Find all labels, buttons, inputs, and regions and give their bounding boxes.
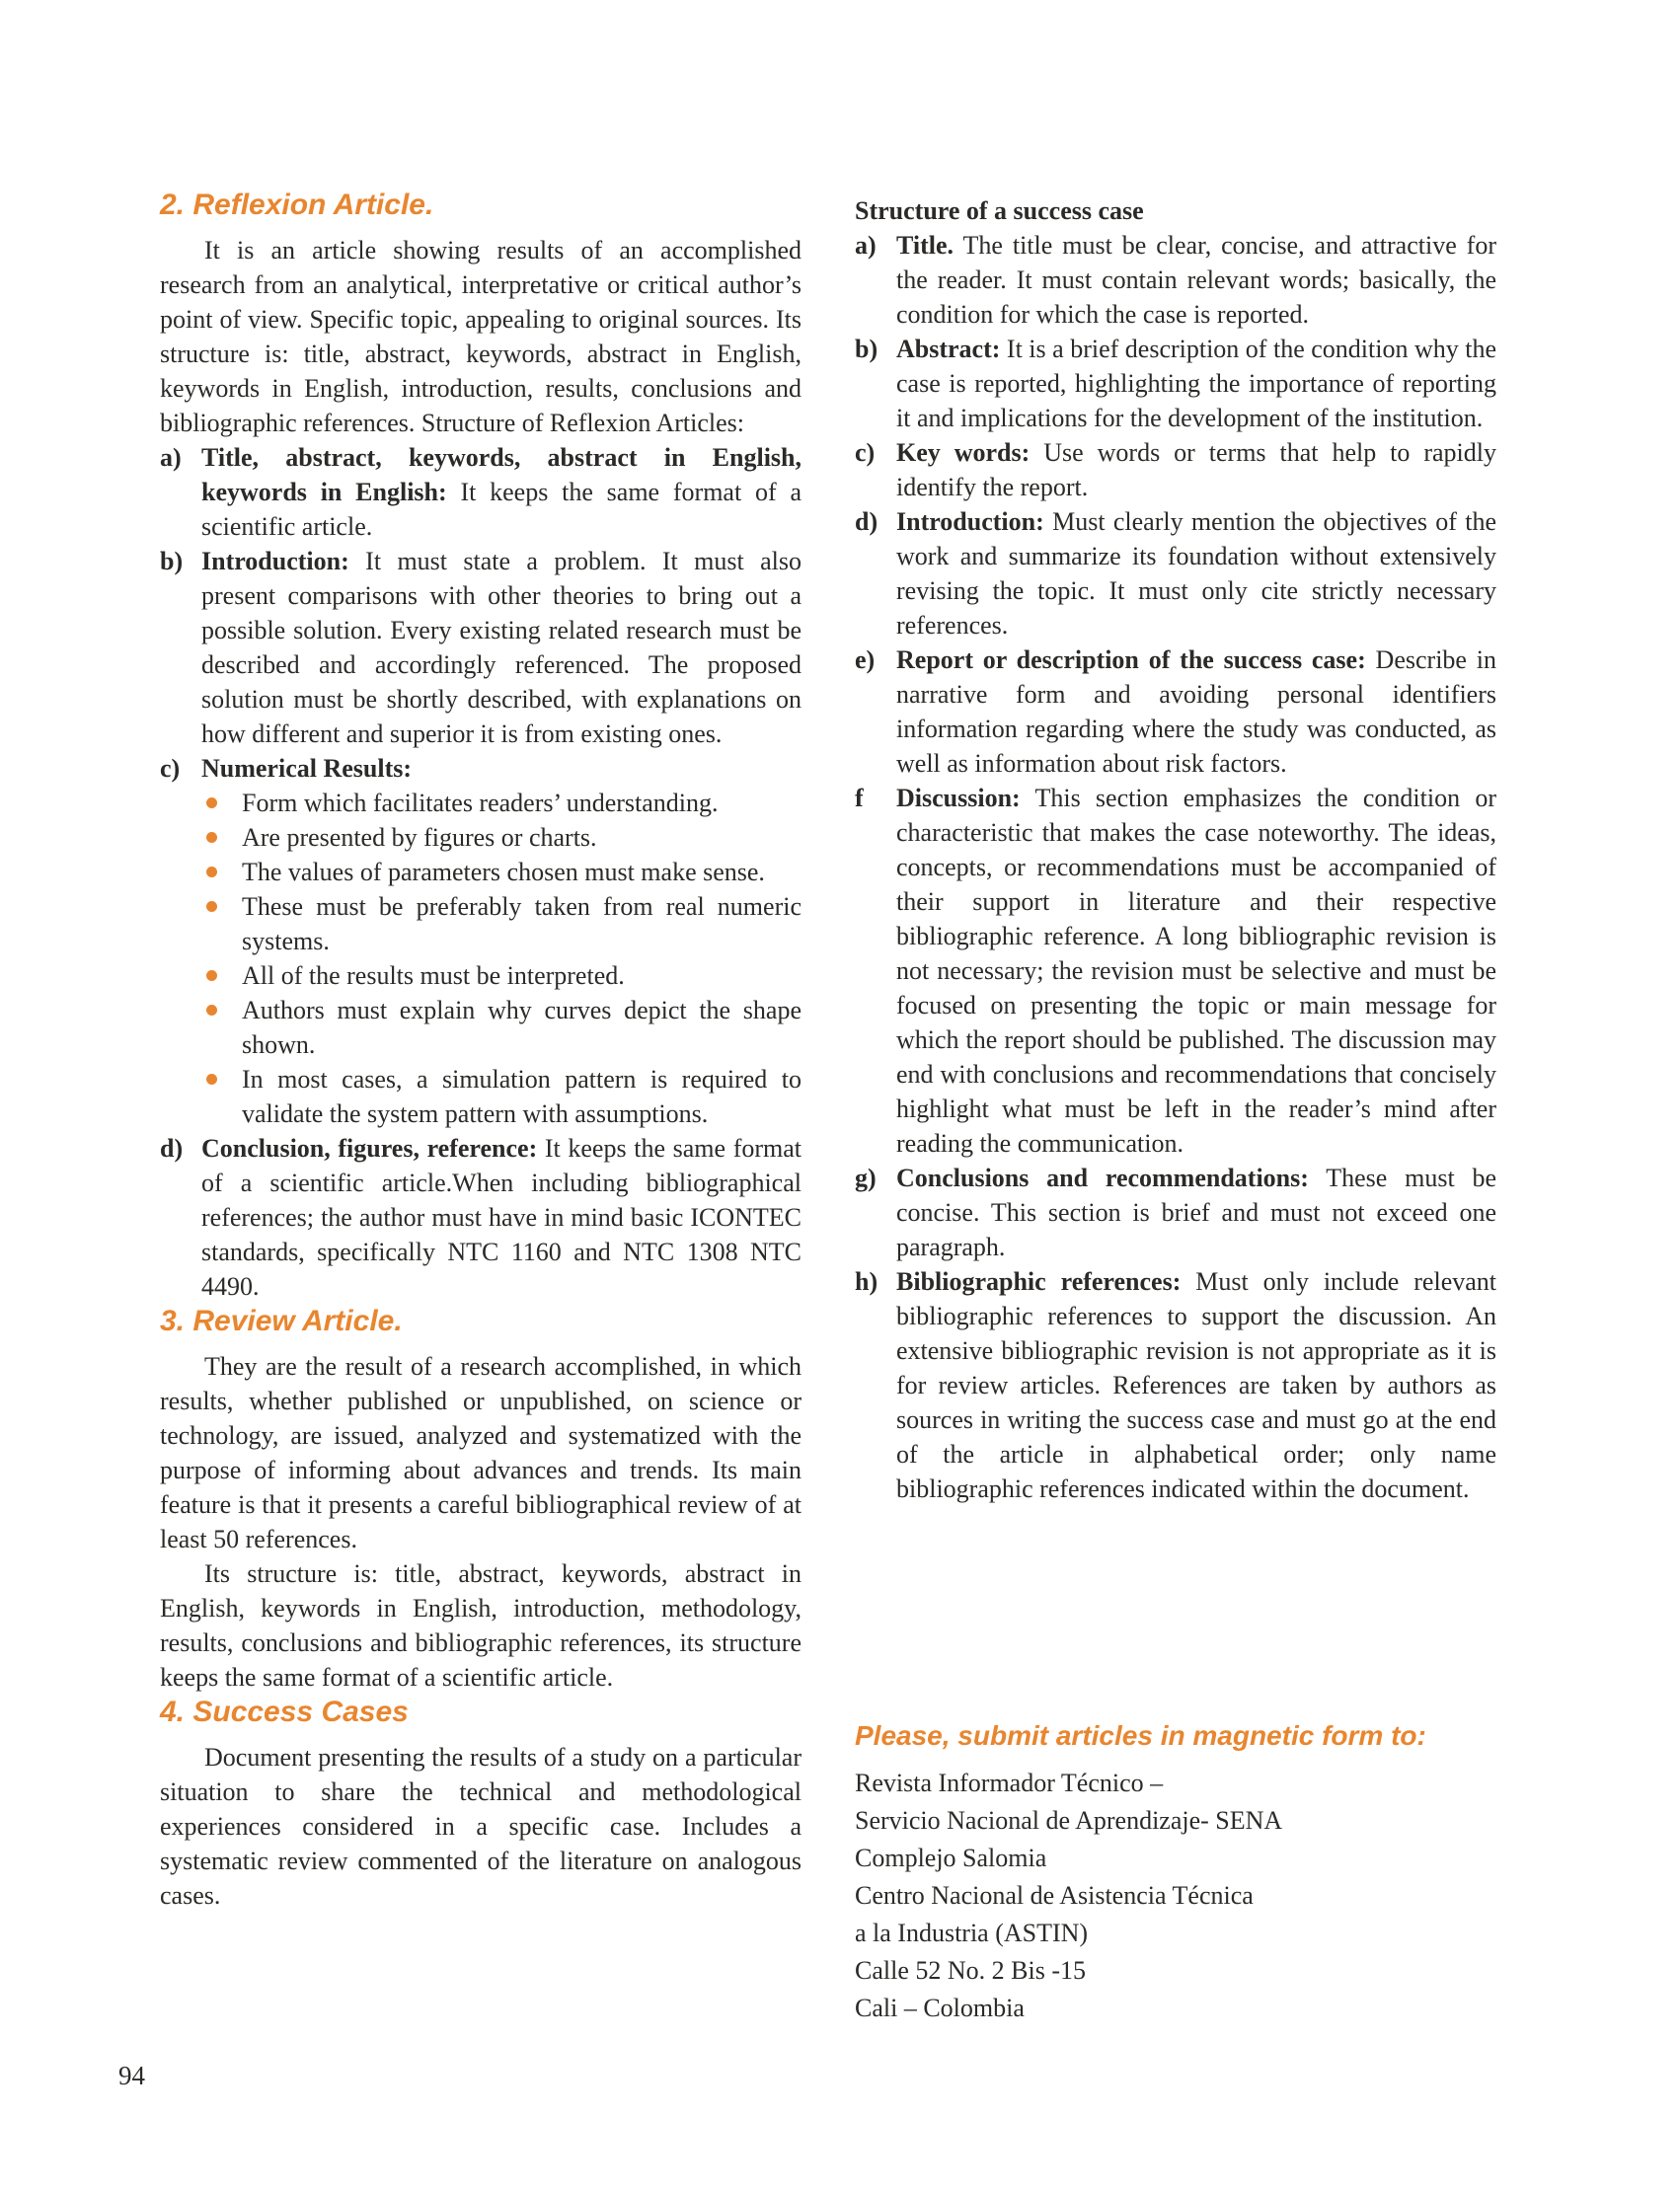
bullet-item-text: In most cases, a simulation pattern is required to validate the system pattern with assumptions. [242,1065,802,1128]
bullet-icon [204,786,242,820]
list-item-marker: g) [855,1164,877,1192]
address-line: Revista Informador Técnico – [855,1769,1164,1797]
right-column [855,193,1496,1506]
list-item-text: Title. The title must be clear, concise, and attractive for the reader. It must contain relevant words; basically, the condition for which the case is reported. [896,231,1496,329]
list-item-text: Bibliographic references: Must only include relevant bibliographic references to support the discussion. An extensive bibliographic revision is not appropriate as it is for review articles. References are taken by authors as sources in writing the success case and must go at the end of the article in alphabetical order; only name bibliographic references indicated within the document. [896,1267,1496,1503]
address-line: Servicio Nacional de Aprendizaje- SENA [855,1806,1283,1835]
list-item [855,435,1496,504]
bullet-icon [204,958,242,993]
review-paragraph-1: They are the result of a research accomplished, in which results, whether published or unpublished, on science or technology, are issued, analyzed and systematized with the purpose of informing about advances and trends. Its main feature is that it presents a careful bibliographical review of at least 50 references. [160,1352,802,1553]
page-number: 94 [118,2061,145,2090]
bullet-icon [204,889,242,958]
section-heading-reflexion-article: 2. Reflexion Article. [160,189,434,221]
list-item-marker: b) [855,335,878,363]
list-item-marker: c) [855,438,876,467]
bullet-item-text: Authors must explain why curves depict the shape shown. [242,996,802,1059]
list-item-text: Title, abstract, keywords, abstract in English, keywords in English: It keeps the same format of a scientific article. [201,443,802,541]
submit-articles-heading: Please, submit articles in magnetic form to: [855,1720,1426,1751]
list-item-text: Introduction: It must state a problem. It must also present comparisons with other theories to bring out a possible solution. Every existing related research must be described and accordingly referenced. The proposed solution must be shortly described, with explanations on how different and superior it is from existing ones. [201,547,802,748]
list-item [855,642,1496,781]
reflexion-intro-paragraph: It is an article showing results of an accomplished research from an analytical, interpretative or critical author’s point of view. Specific topic, appealing to original sources. Its structure is: title, abstract, keywords, abstract in English, keywords in English, introduction, results, conclusions and bibliographic references. Structure of Reflexion Articles: [160,236,802,437]
bullet-item [204,1062,802,1131]
bullet-icon [204,993,242,1062]
list-item-marker: b) [160,547,184,575]
list-item-text: Discussion: This section emphasizes the condition or characteristic that makes the case noteworthy. The ideas, concepts, or recommendations must be accompanied of their support in literature and their respective bibliographic reference. A long bibliographic revision is not necessary; the revision must be selective and must be focused on presenting the topic or main message for which the report should be published. The discussion may end with conclusions and recommendations that concisely highlight what must be left in the reader’s mind after reading the communication. [896,784,1496,1158]
bullet-item-text: These must be preferably taken from real numeric systems. [242,892,802,955]
list-item-marker: e) [855,645,876,674]
submission-address [855,1765,1496,2027]
address-line: Calle 52 No. 2 Bis -15 [855,1956,1086,1985]
list-item [855,504,1496,642]
bullet-item [204,786,802,820]
list-item [160,544,802,751]
bullet-icon [204,1062,242,1131]
bullet-item-text: Are presented by figures or charts. [242,823,597,852]
list-item [855,1161,1496,1264]
list-item-marker: d) [855,507,878,536]
success-case-structure-list [855,228,1496,1506]
list-item-text: Report or description of the success case: Describe in narrative form and avoiding personal identifiers information regarding where the study was conducted, as well as information about risk factors. [896,645,1496,778]
bullet-item-text: The values of parameters chosen must make sense. [242,858,765,886]
list-item-text: Conclusion, figures, reference: It keeps the same format of a scientific article.When including bibliographical references; the author must have in mind basic ICONTEC standards, specifically NTC 1160 and NTC 1308 NTC 4490. [201,1134,802,1301]
bullet-icon [204,820,242,855]
list-item-text: Conclusions and recommendations: These must be concise. This section is brief and must not exceed one paragraph. [896,1164,1496,1261]
list-item [160,1131,802,1304]
list-item-marker: f [855,784,864,812]
submission-info-block [855,1719,1496,2027]
list-item-marker: c) [160,754,181,783]
success-case-structure-heading: Structure of a success case [855,196,1144,225]
address-line: a la Industria (ASTIN) [855,1919,1089,1947]
list-item-text: Introduction: Must clearly mention the objectives of the work and summarize its foundation without extensively revising the topic. It must only cite strictly necessary references. [896,507,1496,640]
section-heading-review-article: 3. Review Article. [160,1305,403,1337]
list-item-marker: a) [160,443,182,472]
success-cases-paragraph: Document presenting the results of a study on a particular situation to share the technical and methodological experiences considered in a specific case. Includes a systematic review commented of the literature on analogous cases. [160,1743,802,1910]
reflexion-structure-list [160,440,802,1304]
list-item-marker: a) [855,231,877,260]
list-item-marker: d) [160,1134,184,1163]
bullet-item-text: Form which facilitates readers’ understanding. [242,789,719,817]
bullet-item-text: All of the results must be interpreted. [242,961,625,990]
bullet-item [204,958,802,993]
bullet-item [204,993,802,1062]
bullet-item [204,855,802,889]
bullet-item [204,820,802,855]
list-item-text: Abstract: It is a brief description of the condition why the case is reported, highlighting the importance of reporting it and implications for the development of the institution. [896,335,1496,432]
list-item [855,781,1496,1161]
address-line: Cali – Colombia [855,1994,1025,2022]
list-item-text: Key words: Use words or terms that help to rapidly identify the report. [896,438,1496,501]
list-item [855,228,1496,332]
list-item [855,332,1496,435]
list-item [160,440,802,544]
list-item [160,751,802,786]
left-column [160,188,802,1913]
list-item [855,1264,1496,1506]
review-paragraph-2: Its structure is: title, abstract, keywords, abstract in English, keywords in English, introduction, methodology, results, conclusions and bibliographic references, its structure keeps the same format of a scientific article. [160,1559,802,1692]
list-item-marker: h) [855,1267,878,1296]
address-line: Centro Nacional de Asistencia Técnica [855,1881,1254,1910]
list-item-text: Numerical Results: [201,754,413,783]
bullet-icon [204,855,242,889]
address-line: Complejo Salomia [855,1844,1047,1872]
section-heading-success-cases: 4. Success Cases [160,1696,409,1728]
bullet-item [204,889,802,958]
